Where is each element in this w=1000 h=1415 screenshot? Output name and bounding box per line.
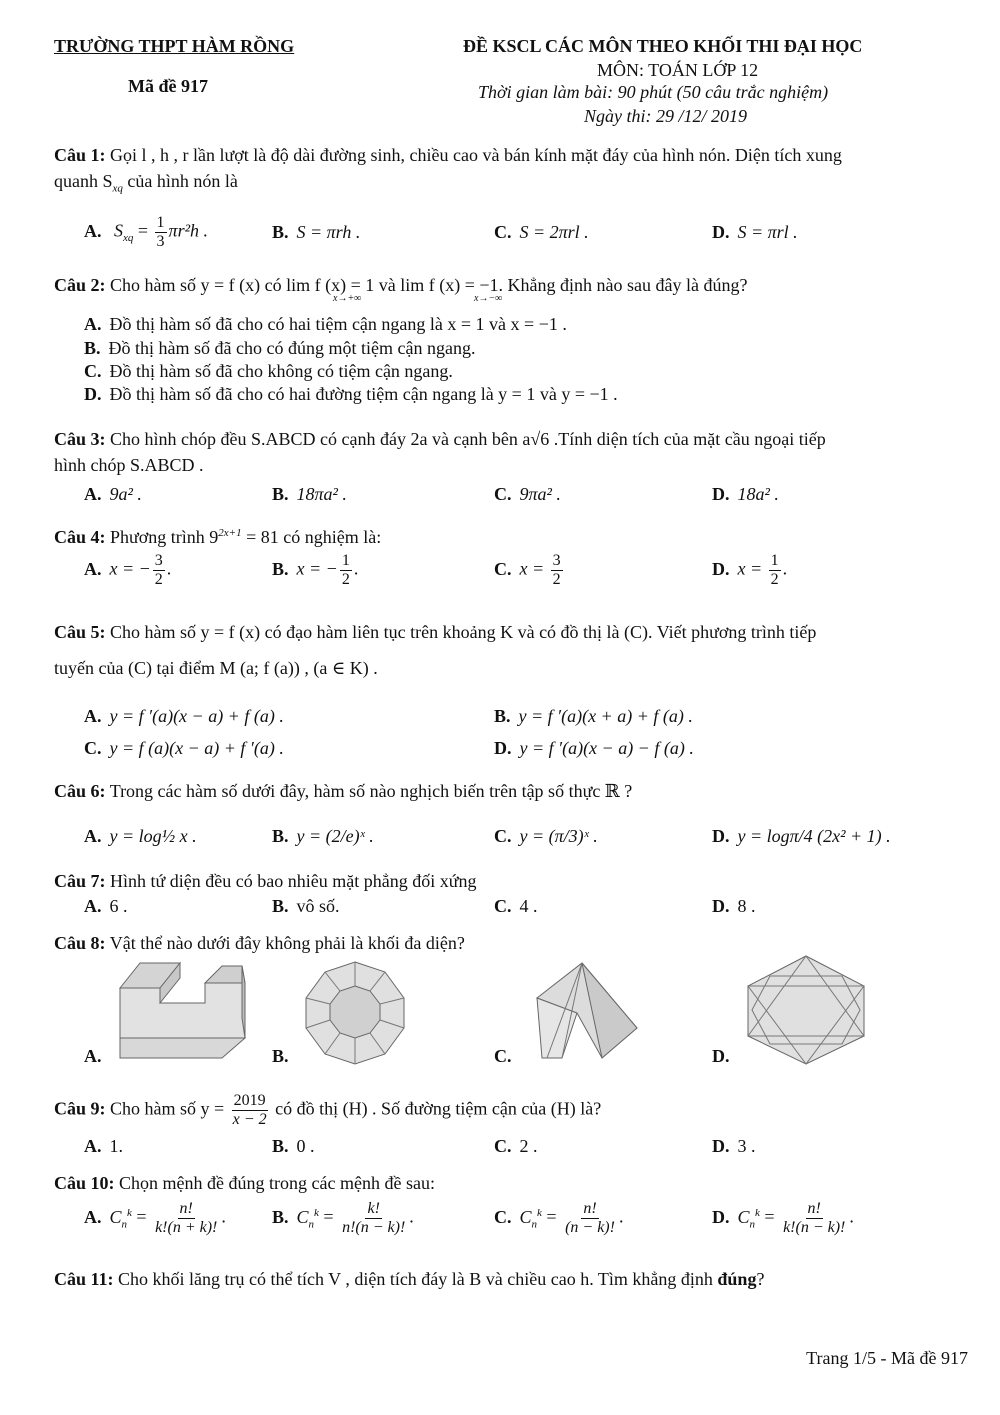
option-text: vô số. xyxy=(296,896,340,916)
option-key: B. xyxy=(272,826,289,846)
option-a[interactable] xyxy=(84,1136,123,1157)
fraction-denominator: 2 xyxy=(552,571,561,588)
option-d[interactable]: D. $C_n^k$ = $\frac{n!}{k!(n - k)!}$ . xyxy=(712,1200,854,1236)
option-c[interactable] xyxy=(84,738,284,759)
fraction-denominator: 2 xyxy=(770,571,779,588)
question-10 xyxy=(54,1170,968,1196)
question-text: Gọi l , h , r lần lượt là độ dài đường sinh, chiều cao và bán kính mặt đáy của hình nón. Diện tích xung xyxy=(110,145,842,165)
option-key: B. xyxy=(272,484,289,504)
option-text: x = − xyxy=(296,558,338,579)
question-3 xyxy=(54,426,968,478)
option-key: D. xyxy=(712,826,730,846)
exam-title: ĐỀ KSCL CÁC MÔN THEO KHỐI THI ĐẠI HỌC xyxy=(463,36,863,56)
option-text: 6 . xyxy=(109,896,128,916)
option-key: D. xyxy=(712,1136,730,1156)
option-a[interactable]: A. x = − $\frac{3}{2}$ . xyxy=(84,552,172,588)
fraction-numerator: 1 xyxy=(341,552,350,569)
option-b[interactable] xyxy=(272,826,374,847)
question-4 xyxy=(54,520,968,550)
option-text: 3 . xyxy=(737,1136,756,1156)
option-text: S = πrh . xyxy=(296,222,361,242)
question-2 xyxy=(54,272,968,298)
question-label: Câu 10: xyxy=(54,1173,115,1193)
option-text: S = 2πrl . xyxy=(519,222,589,242)
option-key: D. xyxy=(712,222,730,242)
option-b[interactable]: B. x = − $\frac{1}{2}$ . xyxy=(272,552,359,588)
question-text: quanh S xyxy=(54,171,113,191)
fraction-denominator: k!(n + k)! xyxy=(155,1219,218,1236)
option-text: Đồ thị hàm số đã cho có đúng một tiệm cận ngang. xyxy=(108,338,476,358)
option-text: 18πa² . xyxy=(296,484,347,504)
fraction-numerator: 1 xyxy=(770,552,779,569)
option-text: 1. xyxy=(109,1136,123,1156)
question-text: Chọn mệnh đề đúng trong các mệnh đề sau: xyxy=(119,1173,435,1193)
question-label: Câu 8: xyxy=(54,933,106,953)
option-key: C. xyxy=(494,826,512,846)
question-text: Cho hàm số y = xyxy=(110,1098,229,1119)
question-5 xyxy=(54,614,968,686)
limit-subscript: x→+∞ xyxy=(333,293,362,304)
fraction-numerator: 3 xyxy=(552,552,561,569)
option-a[interactable] xyxy=(84,314,567,335)
question-text: hình chóp S.ABCD . xyxy=(54,455,204,475)
option-key: C. xyxy=(494,558,512,579)
question-label: Câu 1: xyxy=(54,145,106,165)
question-6 xyxy=(54,778,968,804)
option-text: Đồ thị hàm số đã cho có hai tiệm cận ngang là x = 1 và x = −1 . xyxy=(109,314,567,334)
option-key: D. xyxy=(712,484,730,504)
option-text: x = − xyxy=(109,558,151,579)
option-text: 0 . xyxy=(296,1136,315,1156)
question-label: Câu 9: xyxy=(54,1098,106,1119)
exam-code: Mã đề 917 xyxy=(128,76,208,96)
question-text: Cho hàm số y = f (x) có đạo hàm liên tục trên khoảng K và có đồ thị là (C). Viết phương trình tiếp xyxy=(110,622,817,642)
emphasis-text: đúng xyxy=(717,1269,757,1289)
fraction-numerator: k! xyxy=(367,1200,380,1217)
option-d[interactable]: D. x = $\frac{1}{2}$ . xyxy=(712,552,788,588)
question-8 xyxy=(54,930,968,956)
option-key: B. xyxy=(272,896,289,916)
question-text: có đồ thị (H) . Số đường tiệm cận của (H) là? xyxy=(270,1098,602,1119)
option-b[interactable] xyxy=(272,1136,315,1157)
option-a[interactable]: A. $C_n^k$ = $\frac{n!}{k!(n + k)!}$ . xyxy=(84,1200,226,1236)
figure-d-polyhedron xyxy=(742,954,870,1066)
option-b[interactable]: B. $C_n^k$ = $\frac{k!}{n!(n - k)!}$ . xyxy=(272,1200,414,1236)
option-key: C. xyxy=(84,361,102,381)
subscript: xq xyxy=(112,182,123,195)
option-c[interactable]: C. $C_n^k$ = $\frac{n!}{(n - k)!}$ . xyxy=(494,1200,624,1236)
option-c[interactable] xyxy=(494,826,598,847)
option-b[interactable] xyxy=(272,896,340,917)
fraction-numerator: n! xyxy=(807,1200,821,1217)
option-a[interactable] xyxy=(84,484,142,505)
question-1 xyxy=(54,142,968,202)
figure-a-prism xyxy=(110,958,250,1063)
option-key: C. xyxy=(494,1206,512,1227)
option-a[interactable] xyxy=(84,896,128,917)
question-11 xyxy=(54,1266,968,1292)
question-text: của hình nón là xyxy=(122,171,238,191)
question-label: Câu 6: xyxy=(54,781,106,801)
option-text: y = (π/3)ˣ . xyxy=(519,826,598,846)
option-key: D. xyxy=(712,558,730,579)
option-key: A. xyxy=(84,896,102,916)
question-text: ? xyxy=(756,1269,765,1289)
fraction-denominator: x − 2 xyxy=(232,1111,267,1128)
figure-c-pyramids xyxy=(522,958,642,1063)
option-text: Đồ thị hàm số đã cho có hai đường tiệm cận ngang là y = 1 và y = −1 . xyxy=(109,384,618,404)
option-key: C. xyxy=(494,896,512,916)
option-text: 2 . xyxy=(519,1136,538,1156)
fraction-denominator: (n − k)! xyxy=(565,1219,615,1236)
option-text: y = logπ/4 (2x² + 1) . xyxy=(737,826,891,846)
option-a[interactable] xyxy=(84,826,197,847)
fraction-denominator: 2 xyxy=(154,571,163,588)
option-b[interactable] xyxy=(84,338,475,359)
option-key: A. xyxy=(84,1206,102,1227)
option-a[interactable] xyxy=(84,706,284,727)
question-label: Câu 7: xyxy=(54,871,106,891)
option-key: B. xyxy=(272,1206,289,1227)
option-d[interactable] xyxy=(494,738,694,759)
question-text: Cho hình chóp đều S.ABCD có cạnh đáy 2a và cạnh bên a√6 .Tính diện tích của mặt cầu ngoại tiếp xyxy=(110,429,826,449)
option-text: 9πa² . xyxy=(519,484,561,504)
page-footer: Trang 1/5 - Mã đề 917 xyxy=(806,1348,968,1368)
option-text: y = f ′(a)(x + a) + f (a) . xyxy=(518,706,693,726)
option-d[interactable] xyxy=(712,222,798,243)
option-c[interactable] xyxy=(494,484,561,505)
question-text: Trong các hàm số dưới đây, hàm số nào nghịch biến trên tập số thực ℝ ? xyxy=(109,781,633,801)
fraction-numerator: n! xyxy=(179,1200,193,1217)
option-b[interactable] xyxy=(272,484,347,505)
option-d[interactable] xyxy=(712,1136,756,1157)
option-text: x = xyxy=(519,558,549,579)
option-key: C. xyxy=(494,484,512,504)
option-c[interactable] xyxy=(84,361,453,382)
option-key: B. xyxy=(272,558,289,579)
option-key: A. xyxy=(84,220,102,241)
option-key: D. xyxy=(712,896,730,916)
option-text: Đồ thị hàm số đã cho không có tiệm cận ngang. xyxy=(109,361,453,381)
question-text: Cho hàm số y = f (x) có lim f (x) = 1 và lim f (x) = −1. Khẳng định nào sau đây là đúng? xyxy=(110,275,748,295)
option-key: A. xyxy=(84,314,102,334)
fraction-numerator: 3 xyxy=(154,552,163,569)
option-key: D. xyxy=(494,738,512,758)
option-text: S = πrl . xyxy=(737,222,798,242)
question-label: Câu 3: xyxy=(54,429,106,449)
limit-subscript: x→−∞ xyxy=(474,293,503,304)
option-text: 18a² . xyxy=(737,484,779,504)
question-text: = 81 có nghiệm là: xyxy=(241,527,382,547)
question-label: Câu 11: xyxy=(54,1269,114,1289)
fraction-numerator: n! xyxy=(583,1200,597,1217)
question-label: Câu 4: xyxy=(54,527,106,547)
option-key: A. xyxy=(84,484,102,504)
option-c[interactable] xyxy=(494,1136,538,1157)
option-d[interactable] xyxy=(712,896,756,917)
option-text: y = f (a)(x − a) + f ′(a) . xyxy=(109,738,284,758)
option-key: B. xyxy=(84,338,101,358)
fraction-denominator: n!(n − k)! xyxy=(342,1219,406,1236)
figure-b-label: B. xyxy=(272,1046,289,1066)
fraction-numerator: 2019 xyxy=(233,1092,266,1109)
question-text: Vật thể nào dưới đây không phải là khối đa diện? xyxy=(109,933,465,953)
option-d[interactable] xyxy=(712,484,779,505)
option-key: C. xyxy=(494,222,512,242)
option-key: C. xyxy=(494,1136,512,1156)
option-c[interactable] xyxy=(494,552,565,589)
option-text: y = (2/e)ˣ . xyxy=(296,826,374,846)
option-text: r²h . xyxy=(177,220,208,241)
option-key: C. xyxy=(84,738,102,758)
option-key: A. xyxy=(84,558,102,579)
question-label: Câu 2: xyxy=(54,275,106,295)
fraction-denominator: 2 xyxy=(341,571,350,588)
exponent: 2x+1 xyxy=(218,527,242,539)
option-text: 4 . xyxy=(519,896,538,916)
figure-c-label: C. xyxy=(494,1046,512,1066)
figure-b-polyhedron xyxy=(300,958,410,1068)
question-text: Hình tứ diện đều có bao nhiêu mặt phẳng đối xứng xyxy=(110,871,477,891)
option-d[interactable] xyxy=(712,826,891,847)
option-text: y = f ′(a)(x − a) + f (a) . xyxy=(109,706,284,726)
option-key: A. xyxy=(84,826,102,846)
option-text: 9a² . xyxy=(109,484,142,504)
exam-duration: Thời gian làm bài: 90 phút (50 câu trắc nghiệm) xyxy=(478,82,829,102)
exam-subject: MÔN: TOÁN LỚP 12 xyxy=(597,60,759,80)
option-key: B. xyxy=(272,1136,289,1156)
option-key: D. xyxy=(84,384,102,404)
question-label: Câu 5: xyxy=(54,622,106,642)
option-b[interactable] xyxy=(494,706,693,727)
school-name: TRƯỜNG THPT HÀM RỒNG xyxy=(54,36,295,56)
fraction-denominator: k!(n − k)! xyxy=(783,1219,846,1236)
option-a[interactable]: A. $S_{xq}$ = $\frac{1}{3}$ πr²h . xyxy=(84,214,208,250)
option-text: x = xyxy=(737,558,767,579)
question-7 xyxy=(54,868,968,894)
option-b[interactable] xyxy=(272,222,360,243)
option-key: D. xyxy=(712,1206,730,1227)
option-c[interactable] xyxy=(494,222,589,243)
option-text: S xyxy=(114,220,123,241)
option-d[interactable] xyxy=(84,384,618,405)
option-key: A. xyxy=(84,706,102,726)
figure-d-label: D. xyxy=(712,1046,730,1066)
option-key: A. xyxy=(84,1136,102,1156)
question-9 xyxy=(54,1092,968,1129)
option-c[interactable] xyxy=(494,896,538,917)
question-text: Phương trình 9 xyxy=(110,527,219,547)
option-key: B. xyxy=(494,706,511,726)
question-text: tuyến của (C) tại điểm M (a; f (a)) , (a ∈ K) . xyxy=(54,658,378,678)
question-text: Cho khối lăng trụ có thể tích V , diện tích đáy là B và chiều cao h. Tìm khẳng định xyxy=(118,1269,718,1289)
option-text: y = f ′(a)(x − a) − f (a) . xyxy=(519,738,694,758)
option-text: 8 . xyxy=(737,896,756,916)
exam-date: Ngày thi: 29 /12/ 2019 xyxy=(584,106,747,126)
figure-a-label: A. xyxy=(84,1046,102,1066)
option-key: B. xyxy=(272,222,289,242)
option-text: y = log½ x . xyxy=(109,826,197,846)
